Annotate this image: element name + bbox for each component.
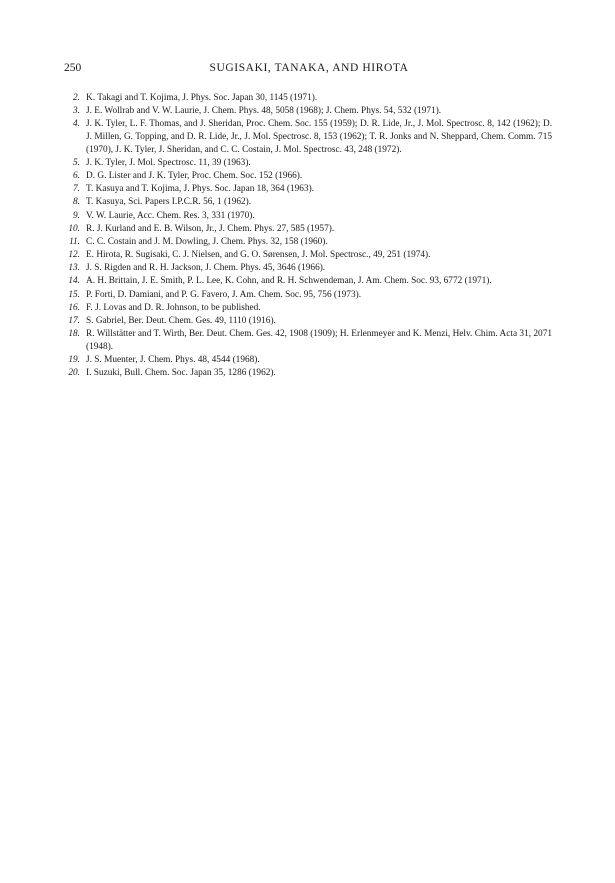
reference-text: R. Willstätter and T. Wirth, Ber. Deut. Chem. Ges. 42, 1908 (1909); H. Erlenmeyer and K. Menzi, Helv. Chim. Acta 31, 2071 (1948). (86, 329, 552, 352)
reference-item (64, 170, 552, 183)
reference-text: J. S. Rigden and R. H. Jackson, J. Chem. Phys. 45, 3646 (1966). (86, 263, 326, 274)
reference-number: 17. (68, 316, 80, 326)
reference-text: F. J. Lovas and D. R. Johnson, to be published. (86, 302, 261, 313)
reference-number: 4. (73, 119, 80, 130)
reference-number: 3. (73, 106, 80, 117)
reference-item (64, 354, 552, 367)
reference-list (64, 92, 552, 380)
page-number: 250 (64, 62, 82, 74)
reference-text: T. Kasuya, Sci. Papers I.P.C.R. 56, 1 (1962). (86, 197, 252, 208)
reference-item (64, 315, 552, 328)
running-title: SUGISAKI, TANAKA, AND HIROTA (209, 62, 409, 74)
reference-item (64, 302, 552, 315)
reference-item (64, 210, 552, 223)
reference-number: 7. (73, 184, 80, 195)
reference-item (64, 157, 552, 170)
reference-number: 8. (73, 197, 80, 208)
reference-number: 11. (69, 236, 80, 247)
reference-item (64, 367, 552, 380)
reference-number: 19. (68, 354, 80, 365)
reference-text: J. K. Tyler, J. Mol. Spectrosc. 11, 39 (1963). (86, 157, 251, 168)
reference-item (64, 196, 552, 209)
reference-text: V. W. Laurie, Acc. Chem. Res. 3, 331 (1970). (86, 210, 255, 221)
reference-number: 15. (68, 289, 80, 300)
reference-item (64, 105, 552, 118)
reference-text: R. J. Kurland and E. B. Wilson, Jr., J. Chem. Phys. 27, 585 (1957). (86, 223, 335, 234)
reference-text: I. Suzuki, Bull. Chem. Soc. Japan 35, 1286 (1962). (86, 368, 276, 379)
reference-text: J. K. Tyler, L. F. Thomas, and J. Sheridan, Proc. Chem. Soc. 155 (1959); D. R. Lide, Jr., J. Mol. Spectrosc. 8, 142 (1962); D. J. Millen, G. Topping, and D. R. Lide, Jr., J. Mol. Spectrosc. 8, 153 (1962); T. R. Jonks and N. Sheppard, Chem. Comm. 715 (1970), J. K. Tyler, J. Sheridan, and C. C. Costain, J. Mol. Spectrosc. 43, 248 (1972). (86, 119, 552, 155)
reference-text: D. G. Lister and J. K. Tyler, Proc. Chem. Soc. 152 (1966). (86, 170, 303, 181)
reference-text: E. Hirota, R. Sugisaki, C. J. Nielsen, and G. O. Sørensen, J. Mol. Spectrosc., 49, 251 (1974). (86, 250, 431, 261)
reference-item (64, 183, 552, 196)
reference-item (64, 223, 552, 236)
reference-item (64, 289, 552, 302)
reference-text: P. Forti, D. Damiani, and P. G. Favero, J. Am. Chem. Soc. 95, 756 (1973). (86, 289, 362, 300)
reference-number: 14. (68, 276, 80, 287)
reference-text: J. S. Muenter, J. Chem. Phys. 48, 4544 (1968). (86, 354, 260, 365)
reference-item (64, 328, 552, 353)
reference-number: 6. (73, 170, 80, 181)
reference-item (64, 275, 552, 288)
reference-number: 12. (68, 250, 80, 261)
reference-text: T. Kasuya and T. Kojima, J. Phys. Soc. Japan 18, 364 (1963). (86, 184, 315, 195)
running-head (64, 60, 554, 76)
reference-item (64, 92, 552, 105)
reference-text: C. C. Costain and J. M. Dowling, J. Chem. Phys. 32, 158 (1960). (86, 236, 328, 247)
reference-item (64, 262, 552, 275)
reference-text: A. H. Brittain, J. E. Smith, P. L. Lee, K. Cohn, and R. H. Schwendeman, J. Am. Chem. Soc. 93, 6772 (1971). (86, 276, 492, 287)
reference-number: 2. (73, 93, 80, 103)
reference-text: S. Gabriel, Ber. Deut. Chem. Ges. 49, 1110 (1916). (86, 316, 276, 326)
reference-text: J. E. Wollrab and V. W. Laurie, J. Chem. Phys. 48, 5058 (1968); J. Chem. Phys. 54, 532 (1971). (86, 106, 442, 117)
reference-number: 10. (68, 223, 80, 234)
reference-item (64, 236, 552, 249)
reference-text: K. Takagi and T. Kojima, J. Phys. Soc. Japan 30, 1145 (1971). (86, 93, 318, 103)
reference-number: 13. (68, 263, 80, 274)
reference-number: 16. (68, 302, 80, 313)
reference-number: 18. (68, 329, 80, 340)
reference-number: 9. (73, 210, 80, 221)
reference-item (64, 249, 552, 262)
reference-number: 20. (68, 368, 80, 379)
reference-item (64, 118, 552, 156)
reference-number: 5. (73, 157, 80, 168)
